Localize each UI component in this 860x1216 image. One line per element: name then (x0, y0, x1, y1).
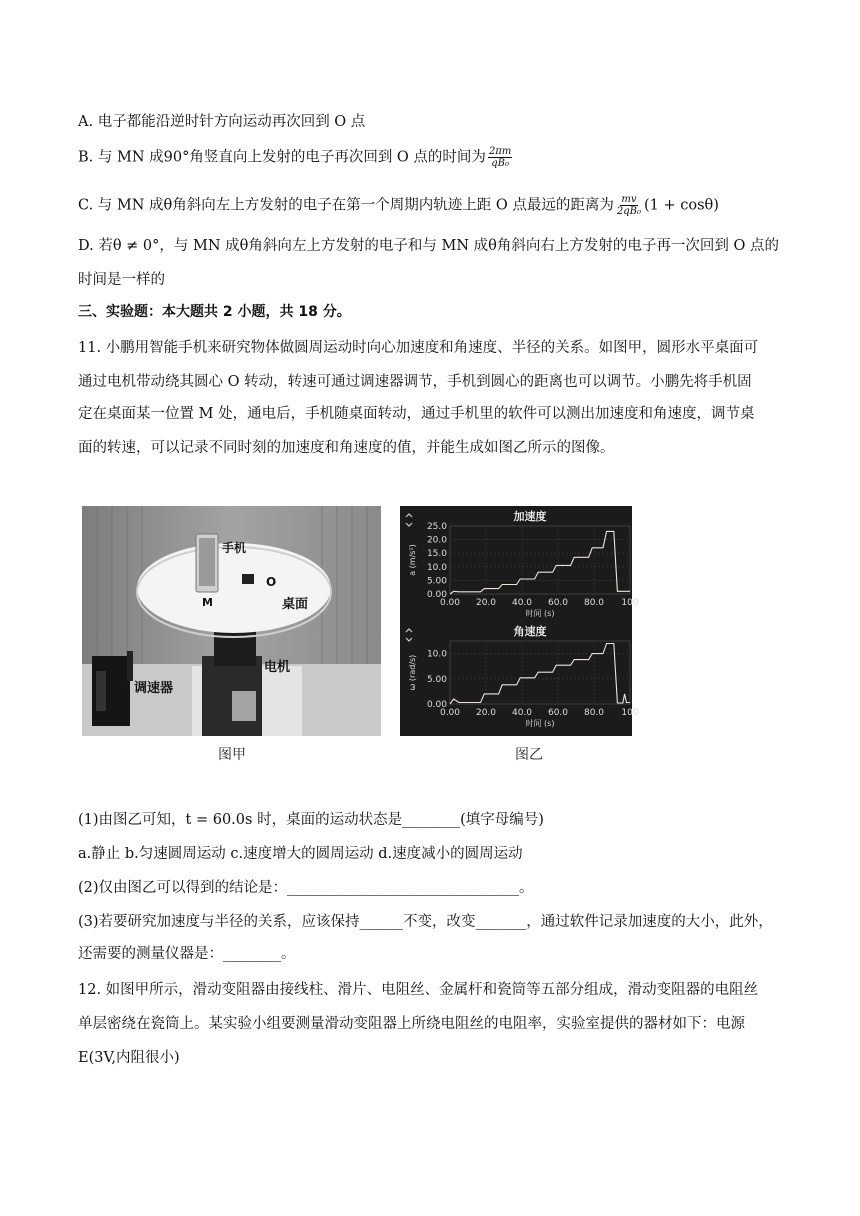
x-axis-label: 时间 (s) (525, 719, 555, 728)
chart-title: 加速度 (513, 510, 547, 523)
figure-yi-charts (400, 506, 639, 736)
fraction-numerator: 2πm (488, 146, 512, 157)
label-m: M (202, 596, 213, 609)
x-tick-label: 80.0 (583, 708, 605, 718)
chart-title: 角速度 (513, 625, 547, 638)
option-c-tail: (1 + cosθ) (644, 197, 719, 214)
q11-line4: 面的转速，可以记录不同时刻的加速度和角速度的值，并能生成如图乙所示的图像。 (78, 440, 615, 456)
q11-sub2: (2)仅由图乙可以得到的结论是：________________________________。 (78, 880, 534, 896)
y-tick-label: 10.0 (426, 562, 447, 573)
caption-yi: 图乙 (515, 747, 543, 763)
x-tick-label: 100 (621, 708, 639, 718)
x-axis-label: 时间 (s) (525, 609, 555, 618)
section-title: 三、实验题：本大题共 2 小题，共 18 分。 (78, 304, 351, 320)
q11-line3: 定在桌面某一位置 M 处，通电后，手机随桌面转动，通过手机里的软件可以测出加速度和角速度，调节桌 (78, 406, 755, 422)
y-tick-label: 0.00 (426, 700, 447, 710)
option-a: A. 电子都能沿逆时针方向运动再次回到 O 点 (78, 114, 366, 130)
x-tick-label: 0.00 (439, 708, 461, 718)
fraction-denominator: 2qB₀ (616, 206, 642, 217)
label-regulator: 调速器 (134, 681, 174, 696)
q11-line2: 通过电机带动绕其圆心 O 转动，转速可通过调速器调节，手机到圆心的距离也可以调节。小鹏先将手机固 (78, 374, 752, 390)
q12-line3: E(3V,内阻很小) (78, 1050, 180, 1066)
x-tick-label: 20.0 (475, 598, 497, 608)
y-tick-label: 5.00 (426, 576, 447, 587)
option-b-fraction (488, 146, 512, 169)
fraction-denominator: qB₀ (491, 158, 510, 169)
label-phone: 手机 (222, 541, 247, 555)
q12-line2: 单层密绕在瓷筒上。某实验小组要测量滑动变阻器上所绕电阻丝的电阻率，实验室提供的器材如下：电源 (78, 1016, 745, 1032)
option-b (78, 146, 514, 169)
label-o: O (266, 575, 277, 589)
option-c-text: C. 与 MN 成θ角斜向左上方发射的电子在第一个周期内轨迹上距 O 点最远的距离为 (78, 197, 614, 214)
figure-jia-photo (82, 506, 381, 736)
q12-line1: 12. 如图甲所示，滑动变阻器由接线柱、滑片、电阻丝、金属杆和瓷筒等五部分组成，滑动变阻器的电阻丝 (78, 982, 759, 998)
x-tick-label: 20.0 (475, 708, 497, 718)
q11-line1: 11. 小鹏用智能手机来研究物体做圆周运动时向心加速度和角速度、半径的关系。如图甲，圆形水平桌面可 (78, 340, 759, 356)
caption-jia: 图甲 (218, 747, 246, 763)
y-axis-label: a (m/s²) (408, 544, 417, 576)
x-tick-label: 60.0 (547, 598, 569, 608)
option-c-fraction (616, 194, 642, 217)
q11-sub1-choices: a.静止 b.匀速圆周运动 c.速度增大的圆周运动 d.速度减小的圆周运动 (78, 846, 523, 862)
y-tick-label: 5.00 (426, 674, 447, 685)
option-b-text: B. 与 MN 成90°角竖直向上发射的电子再次回到 O 点的时间为 (78, 149, 486, 166)
x-tick-label: 40.0 (511, 598, 533, 608)
option-d-line2: 时间是一样的 (78, 272, 165, 288)
option-d-line1: D. 若θ ≠ 0°，与 MN 成θ角斜向左上方发射的电子和与 MN 成θ角斜向右上方发射的电子再一次回到 O 点的 (78, 238, 779, 254)
x-tick-label: 60.0 (547, 708, 569, 718)
y-tick-label: 25.0 (426, 522, 447, 532)
x-tick-label: 80.0 (583, 598, 605, 608)
x-tick-label: 100 (621, 598, 639, 608)
q11-sub3-line2: 还需要的测量仪器是：________。 (78, 946, 296, 962)
option-c (78, 194, 719, 217)
x-tick-label: 0.00 (439, 598, 461, 608)
q11-sub1: (1)由图乙可知，t = 60.0s 时，桌面的运动状态是________(填字母编号) (78, 812, 544, 828)
y-tick-label: 10.0 (426, 649, 447, 660)
y-tick-label: 15.0 (426, 549, 447, 560)
x-tick-label: 40.0 (511, 708, 533, 718)
label-table: 桌面 (282, 597, 309, 612)
q11-sub3-line1: (3)若要研究加速度与半径的关系，应该保持______不变，改变_______，通过软件记录加速度的大小，此外， (78, 914, 773, 930)
y-tick-label: 0.00 (426, 590, 447, 600)
label-motor: 电机 (264, 660, 291, 675)
fraction-numerator: mv (621, 194, 637, 205)
y-axis-label: ω (rad/s) (408, 654, 417, 691)
y-tick-label: 20.0 (426, 535, 447, 546)
